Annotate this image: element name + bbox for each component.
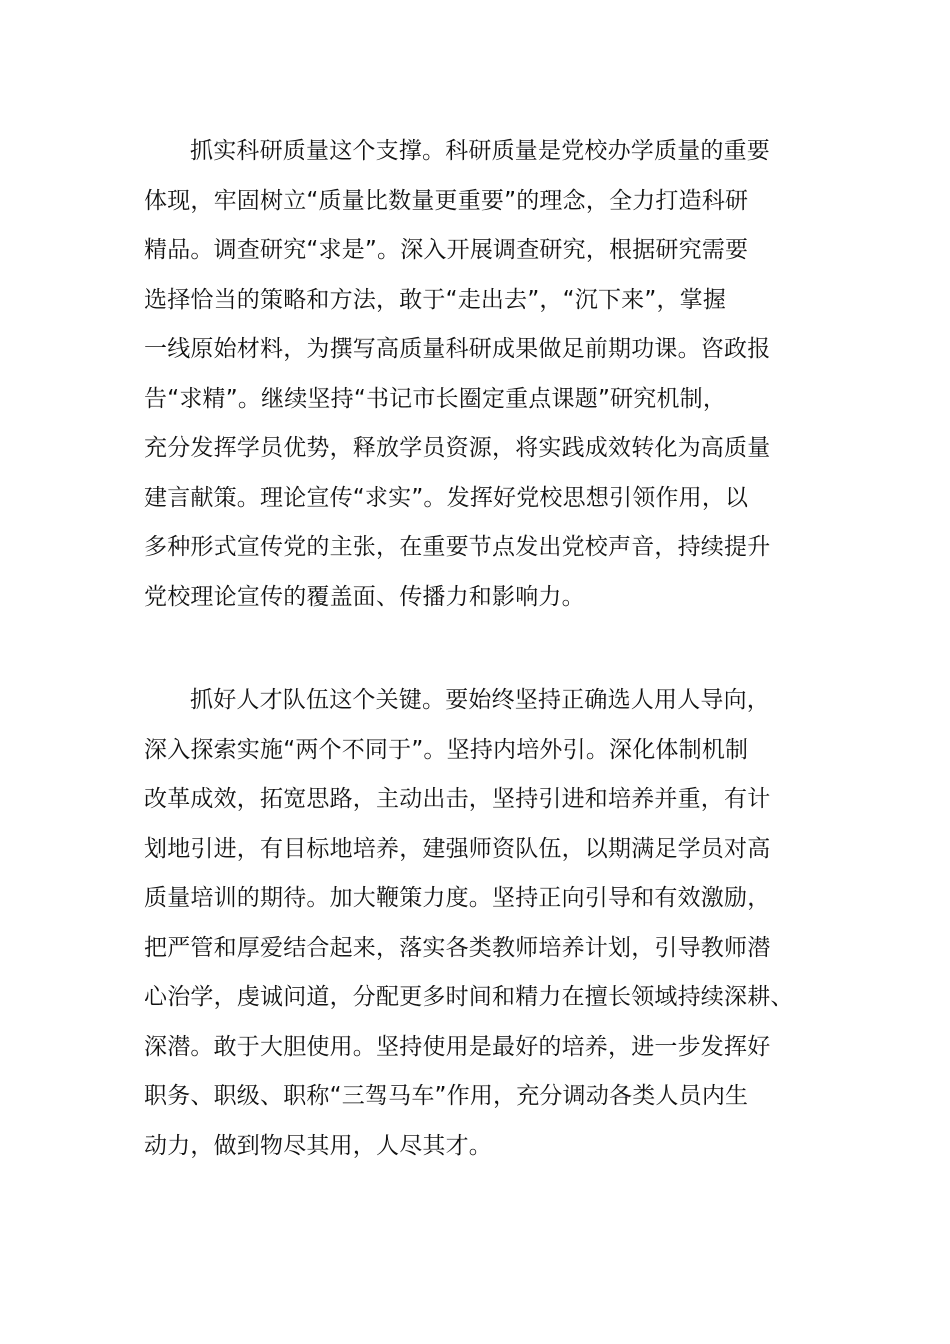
text-line: 动力，做到物尽其用，人尽其才。 bbox=[144, 1132, 492, 1159]
text-line: 抓好人才队伍这个关键。要始终坚持正确选人用人导向， bbox=[190, 687, 770, 713]
text-line: 改革成效，拓宽思路，主动出击，坚持引进和培养并重，有计 bbox=[144, 786, 771, 812]
text-line: 多种形式宣传党的主张，在重要节点发出党校声音，持续提升 bbox=[144, 534, 771, 560]
text-line: 深入探索实施“两个不同于”。坚持内培外引。深化体制机制 bbox=[144, 736, 749, 763]
text-line: 告“求精”。继续坚持“书记市长圈定重点课题”研究机制， bbox=[144, 385, 727, 412]
text-line: 把严管和厚爱结合起来，落实各类教师培养计划，引导教师潜 bbox=[144, 934, 771, 961]
text-line: 体现，牢固树立“质量比数量更重要”的理念，全力打造科研 bbox=[144, 187, 749, 214]
text-line: 职务、职级、职称“三驾马车”作用，充分调动各类人员内生 bbox=[144, 1083, 749, 1109]
text-line: 划地引进，有目标地培养，建强师资队伍，以期满足学员对高 bbox=[144, 835, 771, 862]
text-line: 精品。调查研究“求是”。深入开展调查研究，根据研究需要 bbox=[144, 237, 749, 263]
text-line: 一线原始材料，为撰写高质量科研成果做足前期功课。咨政报 bbox=[144, 336, 771, 362]
paragraph-talent-team bbox=[144, 676, 824, 1171]
text-line: 党校理论宣传的覆盖面、传播力和影响力。 bbox=[144, 583, 585, 610]
text-line: 心治学，虔诚问道，分配更多时间和精力在擅长领域持续深耕、 bbox=[144, 984, 794, 1010]
text-line: 建言献策。理论宣传“求实”。发挥好党校思想引领作用，以 bbox=[144, 484, 749, 511]
text-line: 质量培训的期待。加大鞭策力度。坚持正向引导和有效激励， bbox=[144, 885, 771, 911]
paragraph-research-quality bbox=[144, 127, 824, 622]
text-line: 抓实科研质量这个支撑。科研质量是党校办学质量的重要 bbox=[190, 138, 770, 164]
text-line: 选择恰当的策略和方法，敢于“走出去”，“沉下来”，掌握 bbox=[144, 286, 727, 313]
text-line: 充分发挥学员优势，释放学员资源，将实践成效转化为高质量 bbox=[144, 435, 771, 461]
text-line: 深潜。敢于大胆使用。坚持使用是最好的培养，进一步发挥好 bbox=[144, 1033, 771, 1060]
